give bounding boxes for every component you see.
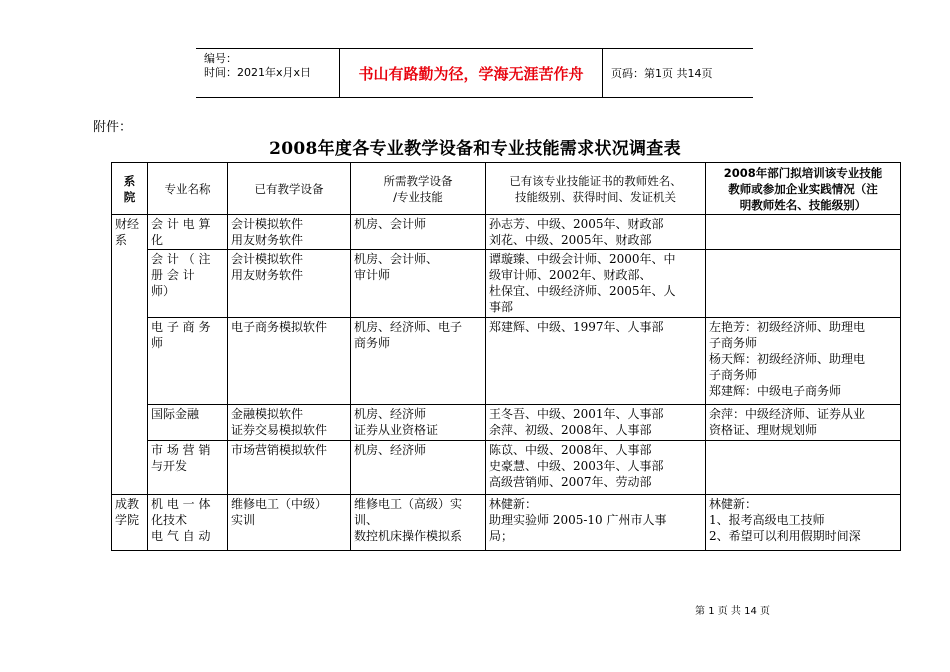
cell-need-line: 证券从业资格证: [354, 423, 439, 437]
cell-plan: [706, 441, 901, 495]
document-title: 2008年度各专业教学设备和专业技能需求状况调查表: [269, 139, 681, 159]
table-row: [112, 495, 901, 551]
cell-cert-line: 林健新：: [489, 497, 538, 511]
cell-equip-line: 用友财务软件: [231, 268, 304, 282]
cell-major-line: 会 计 （ 注: [151, 252, 211, 266]
cell-plan-line: 2、希望可以利用假期时间深: [709, 529, 861, 543]
col-header-plan-line: 2008年部门拟培训该专业技能: [723, 165, 883, 180]
cell-plan-line: 左艳芳：初级经济师、助理电: [709, 320, 866, 334]
col-header-equip-line: 已有教学设备: [254, 181, 324, 196]
col-header-dept: [112, 163, 148, 215]
cell-equip-line: 维修电工（中级）: [231, 497, 328, 511]
header-meta: [196, 49, 340, 97]
cell-plan-line: 子商务师: [709, 336, 758, 350]
col-header-need-line: /专业技能: [393, 189, 443, 204]
cell-need-line: 商务师: [354, 336, 391, 350]
cell-cert: [486, 495, 706, 551]
page-number-label: 页码：第1页 共14页: [611, 67, 713, 80]
cell-plan: [706, 250, 901, 318]
cell-cert-line: 陈苡、中级、2008年、人事部: [489, 443, 652, 457]
col-header-need: [351, 163, 486, 215]
table-row: [112, 318, 901, 405]
cell-dept-line: 学院: [115, 513, 140, 527]
cell-need: [351, 318, 486, 405]
cell-major-line: 与开发: [151, 459, 188, 473]
cell-major-line: 市 场 营 销: [151, 443, 211, 457]
page-footer: 第 1 页 共 14 页: [695, 606, 770, 617]
cell-cert-line: 助理实验师 2005-10 广州市人事: [489, 513, 667, 527]
cell-major: [148, 215, 228, 250]
col-header-major: [148, 163, 228, 215]
number-label: 编号：: [204, 52, 237, 65]
cell-dept: [112, 215, 148, 495]
cell-major: [148, 495, 228, 551]
table-row: [112, 250, 901, 318]
cell-equip-line: 市场营销模拟软件: [231, 443, 328, 457]
cell-equip: [228, 250, 351, 318]
header-motto: 书山有路勤为径，学海无涯苦作舟: [340, 49, 603, 97]
cell-dept-line: 系: [115, 233, 128, 247]
cell-equip: [228, 441, 351, 495]
col-header-cert-line: 技能级别、获得时间、发证机关: [515, 189, 676, 204]
cell-cert-line: 史豪慧、中级、2003年、人事部: [489, 459, 664, 473]
cell-plan: [706, 215, 901, 250]
cell-need: [351, 215, 486, 250]
cell-major-line: 电 气 自 动: [151, 529, 211, 543]
cell-major-line: 国际金融: [151, 407, 200, 421]
cell-plan-line: 杨天辉：初级经济师、助理电: [709, 352, 866, 366]
table-row: [112, 441, 901, 495]
cell-plan-line: 子商务师: [709, 368, 758, 382]
cell-major-line: 机 电 一 体: [151, 497, 211, 511]
cell-plan-line: 资格证、理财规划师: [709, 423, 818, 437]
cell-major: [148, 318, 228, 405]
cell-major: [148, 250, 228, 318]
cell-plan-line: 林健新：: [709, 497, 758, 511]
cell-need-line: 审计师: [354, 268, 391, 282]
cell-major-line: 师: [151, 336, 164, 350]
cell-cert-line: 杜保宜、中级经济师、2005年、人: [489, 284, 676, 298]
col-header-major-line: 专业名称: [164, 181, 211, 196]
col-header-plan: [706, 163, 901, 215]
cell-major-line: 电 子 商 务: [151, 320, 211, 334]
cell-dept-line: 成教: [115, 497, 140, 511]
cell-plan-line: 余萍：中级经济师、证券从业: [709, 407, 866, 421]
cell-need-line: 训、: [354, 513, 379, 527]
cell-plan: [706, 405, 901, 441]
cell-major-line: 化技术: [151, 513, 188, 527]
cell-major: [148, 405, 228, 441]
cell-major-line: 师）: [151, 284, 176, 298]
cell-cert-line: 级审计师、2002年、财政部、: [489, 268, 652, 282]
cell-need-line: 机房、经济师: [354, 443, 427, 457]
col-header-need-line: 所需教学设备: [383, 173, 453, 188]
cell-plan: [706, 318, 901, 405]
col-header-cert: [486, 163, 706, 215]
cell-dept-line: 财经: [115, 217, 140, 231]
col-header-plan-line: 明教师姓名、技能级别）: [739, 197, 867, 212]
cell-cert-line: 刘花、中级、2005年、财政部: [489, 233, 652, 247]
cell-need: [351, 495, 486, 551]
attachment-label: 附件：: [93, 120, 133, 135]
cell-cert-line: 孙志芳、中级、2005年、财政部: [489, 217, 664, 231]
cell-cert-line: 王冬吾、中级、2001年、人事部: [489, 407, 664, 421]
cell-equip: [228, 495, 351, 551]
time-label: 时间：2021年x月x日: [204, 66, 312, 79]
document-header: [196, 48, 753, 98]
cell-cert: [486, 318, 706, 405]
cell-equip: [228, 405, 351, 441]
cell-major-line: 册 会 计: [151, 268, 195, 282]
cell-need: [351, 405, 486, 441]
cell-plan-line: 郑建辉：中级电子商务师: [709, 384, 842, 398]
cell-need-line: 机房、会计师: [354, 217, 427, 231]
table-header-row: [112, 163, 901, 215]
cell-need-line: 维修电工（高级）实: [354, 497, 463, 511]
col-header-plan-line: 教师或参加企业实践情况（注: [728, 181, 878, 196]
cell-equip-line: 证券交易模拟软件: [231, 423, 328, 437]
cell-need-line: 机房、经济师、电子: [354, 320, 463, 334]
survey-table: [111, 162, 901, 551]
cell-need-line: 数控机床操作模拟系: [354, 529, 463, 543]
cell-need-line: 机房、会计师、: [354, 252, 439, 266]
cell-cert: [486, 405, 706, 441]
cell-cert: [486, 250, 706, 318]
cell-cert-line: 高级营销师、2007年、劳动部: [489, 475, 652, 489]
col-header-dept-line: 院: [123, 189, 136, 204]
cell-major-line: 会 计 电 算: [151, 217, 211, 231]
cell-equip: [228, 318, 351, 405]
cell-plan-line: 1、报考高级电工技师: [709, 513, 825, 527]
col-header-cert-line: 已有该专业技能证书的教师姓名、: [509, 173, 682, 188]
cell-equip-line: 电子商务模拟软件: [231, 320, 328, 334]
cell-cert-line: 郑建辉、中级、1997年、人事部: [489, 320, 664, 334]
cell-plan: [706, 495, 901, 551]
cell-equip-line: 金融模拟软件: [231, 407, 304, 421]
cell-equip-line: 用友财务软件: [231, 233, 304, 247]
cell-need: [351, 441, 486, 495]
cell-cert-line: 谭璇臻、中级会计师、2000年、中: [489, 252, 676, 266]
table-body: [112, 215, 901, 551]
cell-cert: [486, 215, 706, 250]
cell-major-line: 化: [151, 233, 164, 247]
cell-equip: [228, 215, 351, 250]
cell-equip-line: 会计模拟软件: [231, 252, 304, 266]
table-row: [112, 405, 901, 441]
cell-need: [351, 250, 486, 318]
cell-cert: [486, 441, 706, 495]
cell-equip-line: 实训: [231, 513, 256, 527]
cell-equip-line: 会计模拟软件: [231, 217, 304, 231]
cell-dept: [112, 495, 148, 551]
col-header-dept-line: 系: [123, 173, 136, 188]
cell-cert-line: 局；: [489, 529, 514, 543]
cell-cert-line: 事部: [489, 300, 514, 314]
table-row: [112, 215, 901, 250]
cell-major: [148, 441, 228, 495]
col-header-equip: [228, 163, 351, 215]
cell-cert-line: 余萍、初级、2008年、人事部: [489, 423, 652, 437]
cell-need-line: 机房、经济师: [354, 407, 427, 421]
